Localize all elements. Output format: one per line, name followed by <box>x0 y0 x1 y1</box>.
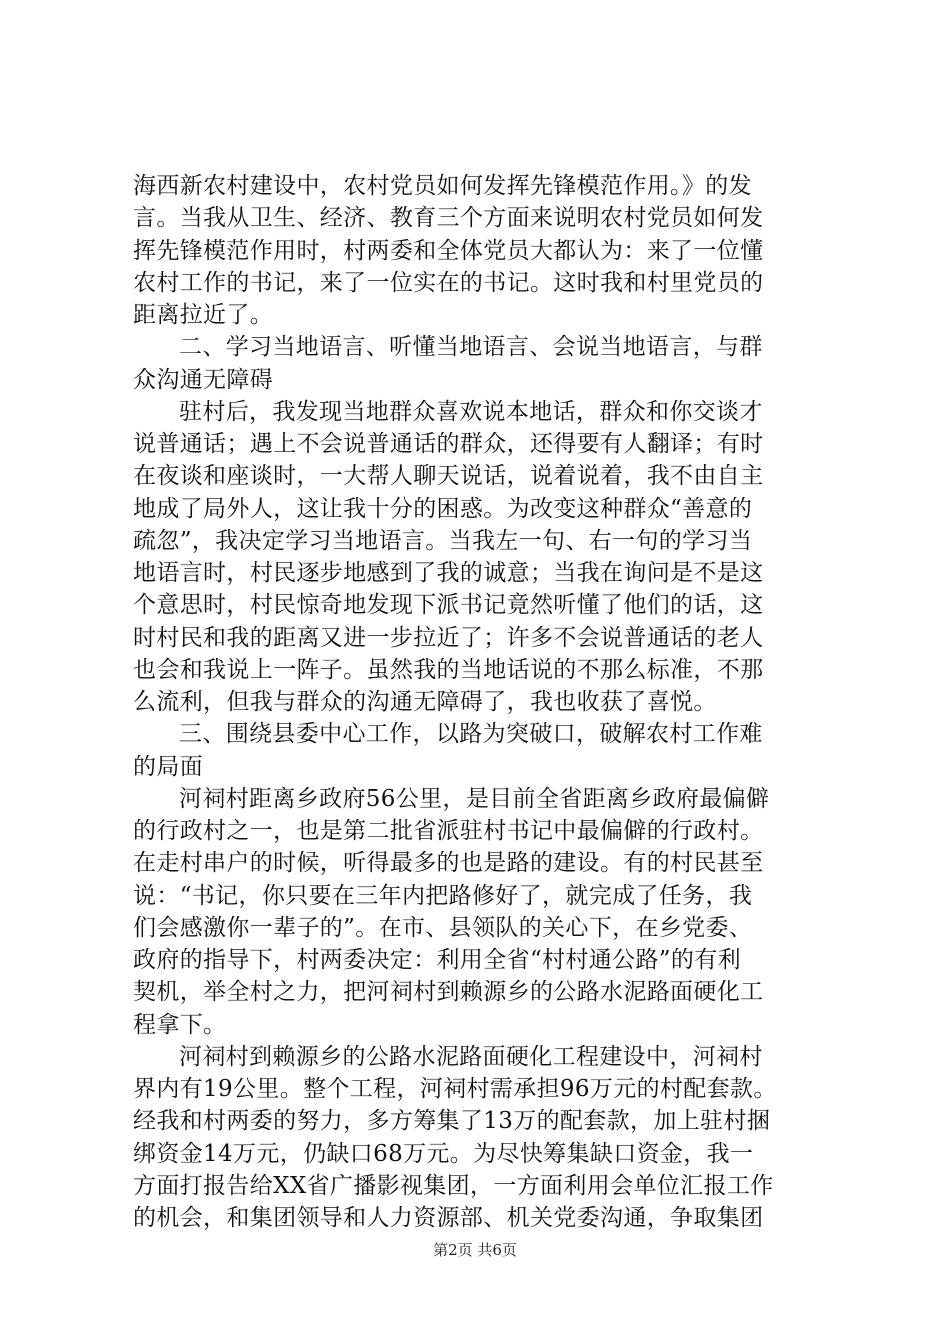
text-line: 在走村串户的时候，听得最多的也是路的建设。有的村民甚至 <box>133 850 764 877</box>
text-line: 界内有19公里。整个工程，河祠村需承担96万元的村配套款。 <box>133 1076 777 1102</box>
text-line: 绑资金14万元，仍缺口68万元。为尽快筹集缺口资金，我一 <box>133 1140 754 1167</box>
text-line: 河祠村距离乡政府56公里，是目前全省距离乡政府最偏僻 <box>179 785 770 812</box>
text-line: 距离拉近了。 <box>133 302 274 328</box>
text-line: 么流利，但我与群众的沟通无障碍了，我也收获了喜悦。 <box>133 689 717 715</box>
text-line: 说：“书记，你只要在三年内把路修好了，就完成了任务，我 <box>133 882 753 909</box>
text-line: 农村工作的书记，来了一位实在的书记。这时我和村里党员的 <box>133 269 764 296</box>
text-line: 也会和我说上一阵子。虽然我的当地话说的不那么标准，不那 <box>133 656 764 683</box>
section-heading-continued: 众沟通无障碍 <box>133 366 274 393</box>
text-line: 们会感激你一辈子的”。在市、县领队的关心下，在乡党委、 <box>133 914 753 941</box>
text-line: 方面打报告给XX省广播影视集团，一方面利用会单位汇报工作 <box>133 1172 774 1199</box>
text-line: 疏忽”，我决定学习当地语言。当我左一句、右一句的学习当 <box>133 527 753 554</box>
text-line: 言。当我从卫生、经济、教育三个方面来说明农村党员如何发 <box>133 205 764 232</box>
text-line: 海西新农村建设中，农村党员如何发挥先锋模范作用。》的发 <box>133 173 752 199</box>
text-line: 经我和村两委的努力，多方筹集了13万的配套款，加上驻村捆 <box>133 1108 771 1135</box>
text-line: 时村民和我的距离又进一步拉近了；许多不会说普通话的老人 <box>133 624 764 651</box>
text-line: 的机会，和集团领导和人力资源部、机关党委沟通，争取集团 <box>133 1205 764 1231</box>
text-line: 在夜谈和座谈时，一大帮人聊天说话，说着说着，我不由自主 <box>133 463 764 490</box>
text-line: 个意思时，村民惊奇地发现下派书记竟然听懂了他们的话，这 <box>133 592 764 619</box>
text-line: 河祠村到赖源乡的公路水泥路面硬化工程建设中，河祠村 <box>179 1043 763 1070</box>
text-line: 地成了局外人，这让我十分的困惑。为改变这种群众“善意的 <box>133 495 753 522</box>
section-heading-continued: 的局面 <box>133 753 204 780</box>
section-heading: 三、围绕县委中心工作，以路为突破口，破解农村工作难 <box>179 721 763 748</box>
text-line: 政府的指导下，村两委决定：利用全省“村村通公路”的有利 <box>133 947 741 973</box>
body-text <box>133 170 833 1234</box>
text-line: 说普通话；遇上不会说普通话的群众，还得要有人翻译；有时 <box>133 431 764 457</box>
page-number-footer: 第2页 共6页 <box>433 1241 517 1259</box>
text-line: 契机，举全村之力，把河祠村到赖源乡的公路水泥路面硬化工 <box>133 979 764 1006</box>
section-heading: 二、学习当地语言、听懂当地语言、会说当地语言，与群 <box>179 334 763 361</box>
text-line: 驻村后，我发现当地群众喜欢说本地话，群众和你交谈才 <box>179 398 763 425</box>
text-line: 的行政村之一，也是第二批省派驻村书记中最偏僻的行政村。 <box>133 818 764 844</box>
text-line: 地语言时，村民逐步地感到了我的诚意；当我在询问是不是这 <box>133 560 764 586</box>
text-line: 挥先锋模范作用时，村两委和全体党员大都认为：来了一位懂 <box>133 237 764 264</box>
text-line: 程拿下。 <box>133 1011 227 1038</box>
